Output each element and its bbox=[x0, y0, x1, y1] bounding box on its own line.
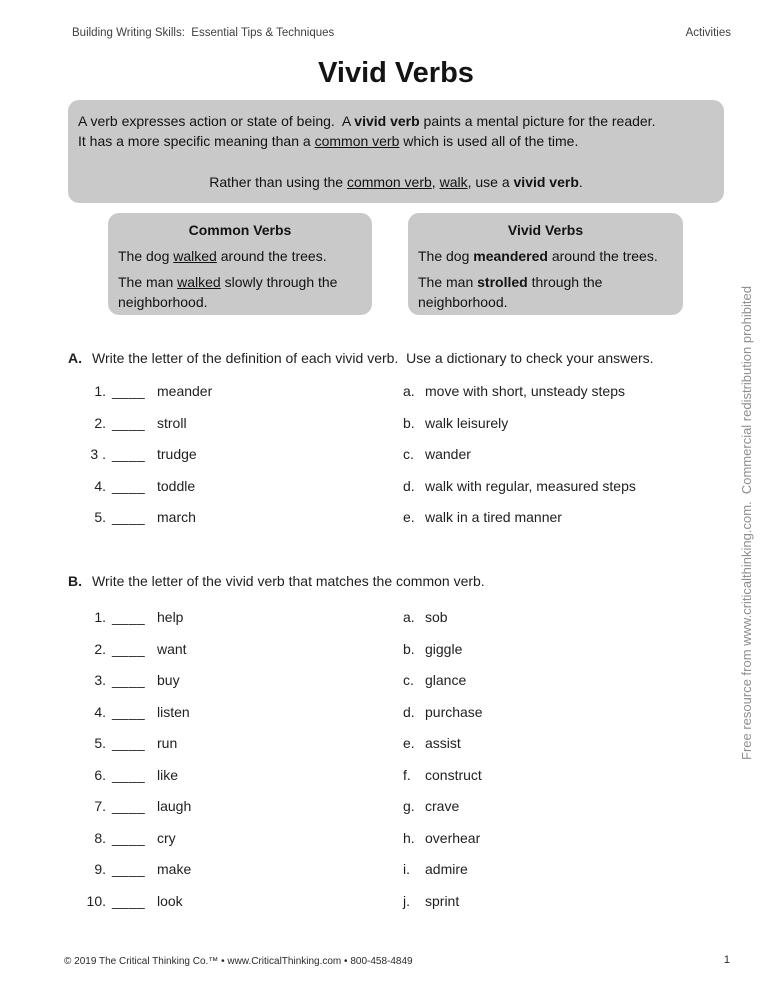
common-verbs-box-title: Common Verbs bbox=[188, 222, 292, 238]
choice-letter: b. bbox=[403, 414, 415, 431]
section-a-items bbox=[84, 383, 734, 541]
matching-row bbox=[84, 641, 734, 673]
section-b-instructions: Write the letter of the vivid verb that matches the common verb. bbox=[92, 573, 485, 589]
common-verbs-sentence: The dog walked around the trees. bbox=[118, 248, 327, 264]
footer-copyright: © 2019 The Critical Thinking Co.™ • www.CriticalThinking.com • 800-458-4849 bbox=[64, 956, 413, 967]
section-a-label: A. bbox=[68, 350, 82, 366]
answer-blank: ____ bbox=[112, 672, 146, 688]
item-number: 5. bbox=[94, 735, 106, 751]
choice-letter: f. bbox=[403, 766, 411, 783]
item-number: 4. bbox=[94, 703, 106, 720]
section-b-label: B. bbox=[68, 573, 82, 589]
item-word: want bbox=[157, 640, 187, 657]
item-word: laugh bbox=[157, 798, 192, 814]
vivid-verbs-sentence: The dog meandered around the trees. bbox=[418, 248, 658, 264]
item-number: 6. bbox=[94, 766, 106, 783]
choice-text: crave bbox=[425, 798, 460, 814]
item-number: 3. bbox=[94, 672, 106, 688]
vertical-copyright-note: Free resource from www.criticalthinking.com. Commercial redistribution prohibited bbox=[739, 286, 754, 760]
answer-blank: ____ bbox=[112, 829, 146, 846]
item-word: stroll bbox=[157, 414, 187, 431]
choice-text: sob bbox=[425, 609, 448, 625]
choice-text: walk with regular, measured steps bbox=[425, 477, 636, 494]
matching-row bbox=[84, 767, 734, 799]
matching-row bbox=[84, 861, 734, 893]
choice-text: walk in a tired manner bbox=[425, 509, 562, 525]
section-a-instructions: Write the letter of the definition of each vivid verb. Use a dictionary to check your answers. bbox=[92, 350, 654, 366]
matching-row bbox=[84, 478, 734, 510]
intro-centered-line: Rather than using the common verb, walk, use a vivid verb. bbox=[209, 174, 583, 190]
choice-letter: e. bbox=[403, 735, 415, 751]
choice-text: walk leisurely bbox=[425, 414, 509, 431]
answer-blank: ____ bbox=[112, 446, 146, 462]
item-word: look bbox=[157, 892, 183, 909]
answer-blank: ____ bbox=[112, 861, 146, 877]
item-number: 2. bbox=[94, 414, 106, 431]
section-b-heading bbox=[68, 573, 728, 589]
answer-blank: ____ bbox=[112, 892, 146, 909]
choice-text: purchase bbox=[425, 703, 483, 720]
choice-letter: g. bbox=[403, 798, 415, 814]
item-word: cry bbox=[157, 829, 176, 846]
item-number: 5. bbox=[94, 509, 106, 525]
vivid-verbs-sentence: The man strolled through the neighborhood. bbox=[418, 274, 607, 310]
item-word: meander bbox=[157, 383, 213, 399]
item-number: 4. bbox=[94, 477, 106, 494]
matching-row bbox=[84, 798, 734, 830]
item-word: make bbox=[157, 861, 192, 877]
item-number: 9. bbox=[94, 861, 106, 877]
matching-row bbox=[84, 704, 734, 736]
item-number: 1. bbox=[94, 383, 106, 399]
choice-text: sprint bbox=[425, 892, 460, 909]
choice-letter: c. bbox=[403, 446, 414, 462]
choice-letter: a. bbox=[403, 383, 415, 399]
common-verbs-sentence: The man walked slowly through the neighborhood. bbox=[118, 274, 342, 310]
matching-row bbox=[84, 415, 734, 447]
header-book-title: Building Writing Skills: Essential Tips & Techniques bbox=[72, 27, 335, 39]
header-section-label: Activities bbox=[685, 27, 731, 39]
intro-box bbox=[68, 100, 724, 203]
answer-blank: ____ bbox=[112, 766, 146, 783]
choice-letter: h. bbox=[403, 829, 415, 846]
choice-letter: e. bbox=[403, 509, 415, 525]
item-number: 10. bbox=[86, 892, 106, 909]
item-word: help bbox=[157, 609, 184, 625]
vivid-verbs-box-title: Vivid Verbs bbox=[507, 222, 584, 238]
answer-blank: ____ bbox=[112, 735, 146, 751]
page-title: Vivid Verbs bbox=[318, 57, 474, 89]
answer-blank: ____ bbox=[112, 383, 146, 399]
item-number: 7. bbox=[94, 798, 106, 814]
choice-letter: d. bbox=[403, 477, 415, 494]
matching-row bbox=[84, 893, 734, 925]
vivid-verbs-box bbox=[408, 213, 683, 315]
choice-text: glance bbox=[425, 672, 467, 688]
choice-letter: a. bbox=[403, 609, 415, 625]
item-number: 8. bbox=[94, 829, 106, 846]
page-number: 1 bbox=[723, 954, 730, 966]
choice-letter: b. bbox=[403, 640, 415, 657]
choice-letter: i. bbox=[403, 861, 410, 877]
choice-letter: c. bbox=[403, 672, 414, 688]
item-word: buy bbox=[157, 672, 180, 688]
choice-text: giggle bbox=[425, 640, 463, 657]
item-number: 3 . bbox=[90, 446, 106, 462]
choice-text: overhear bbox=[425, 829, 481, 846]
choice-text: construct bbox=[425, 766, 482, 783]
choice-text: wander bbox=[425, 446, 471, 462]
choice-letter: j. bbox=[403, 892, 410, 909]
intro-paragraph: A verb expresses action or state of being. A vivid verb paints a mental picture for the reader. It has a more specific meaning than a common verb which is used all of the time. bbox=[78, 113, 656, 149]
item-number: 2. bbox=[94, 640, 106, 657]
answer-blank: ____ bbox=[112, 640, 146, 657]
common-verbs-box bbox=[108, 213, 372, 315]
matching-row bbox=[84, 446, 734, 478]
answer-blank: ____ bbox=[112, 798, 146, 814]
matching-row bbox=[84, 672, 734, 704]
section-a-heading bbox=[68, 350, 728, 366]
section-b-items bbox=[84, 609, 734, 924]
choice-text: admire bbox=[425, 861, 468, 877]
matching-row bbox=[84, 830, 734, 862]
choice-text: assist bbox=[425, 735, 461, 751]
answer-blank: ____ bbox=[112, 477, 146, 494]
matching-row bbox=[84, 735, 734, 767]
item-word: listen bbox=[157, 703, 190, 720]
answer-blank: ____ bbox=[112, 703, 146, 720]
answer-blank: ____ bbox=[112, 509, 146, 525]
choice-letter: d. bbox=[403, 703, 415, 720]
item-word: run bbox=[157, 735, 178, 751]
answer-blank: ____ bbox=[112, 414, 146, 431]
item-word: like bbox=[157, 766, 179, 783]
choice-text: move with short, unsteady steps bbox=[425, 383, 625, 399]
matching-row bbox=[84, 609, 734, 641]
item-number: 1. bbox=[94, 609, 106, 625]
item-word: trudge bbox=[157, 446, 197, 462]
matching-row bbox=[84, 383, 734, 415]
item-word: march bbox=[157, 509, 196, 525]
matching-row bbox=[84, 509, 734, 541]
item-word: toddle bbox=[157, 477, 196, 494]
answer-blank: ____ bbox=[112, 609, 146, 625]
